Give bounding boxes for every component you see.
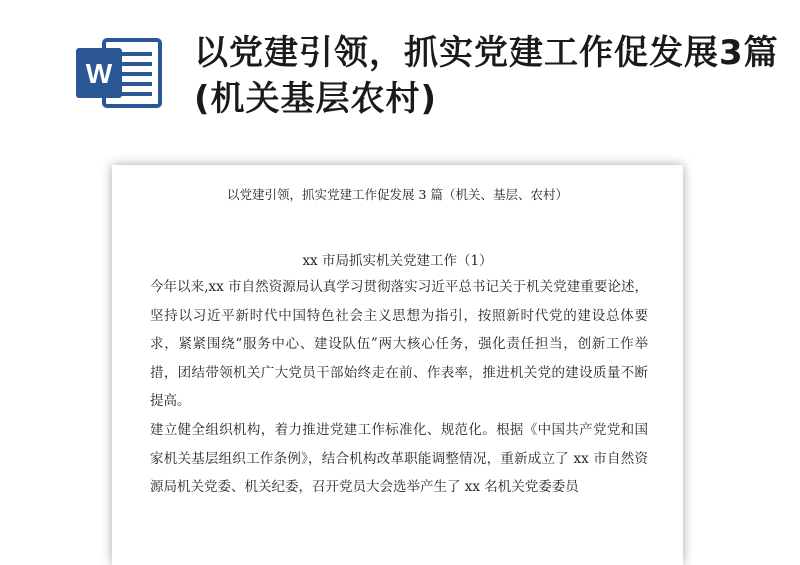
document-body <box>150 273 648 502</box>
page-title: 以党建引领，抓实党建工作促发展3篇(机关基层农村) <box>194 33 779 119</box>
paragraph: 今年以来,xx 市自然资源局认真学习贯彻落实习近平总书记关于机关党建重要论述，坚持以习近平新时代中国特色社会主义思想为指引，按照新时代党的建设总体要求，紧紧围绕“服务中心、建设队伍”两大核心任务，强化责任担当，创新工作举措，团结带领机关广大党员干部始终走在前、作表率，推进机关党的建设质量不断提高。 <box>150 279 648 410</box>
document-page <box>112 165 683 565</box>
word-document-icon <box>74 36 164 110</box>
word-letter: W <box>85 58 113 89</box>
paragraph: 建立健全组织机构，着力推进党建工作标准化、规范化。根据《中国共产党党和国家机关基层组织工作条例》，结合机构改革职能调整情况，重新成立了 xx 市自然资源局机关党委、机关纪委，召开党员大会选举产生了 xx 名机关党委委员 <box>150 421 648 496</box>
section-heading: xx 市局抓实机关党建工作（1） <box>302 253 493 269</box>
document-header: 以党建引领，抓实党建工作促发展 3 篇（机关、基层、农村） <box>227 187 568 202</box>
